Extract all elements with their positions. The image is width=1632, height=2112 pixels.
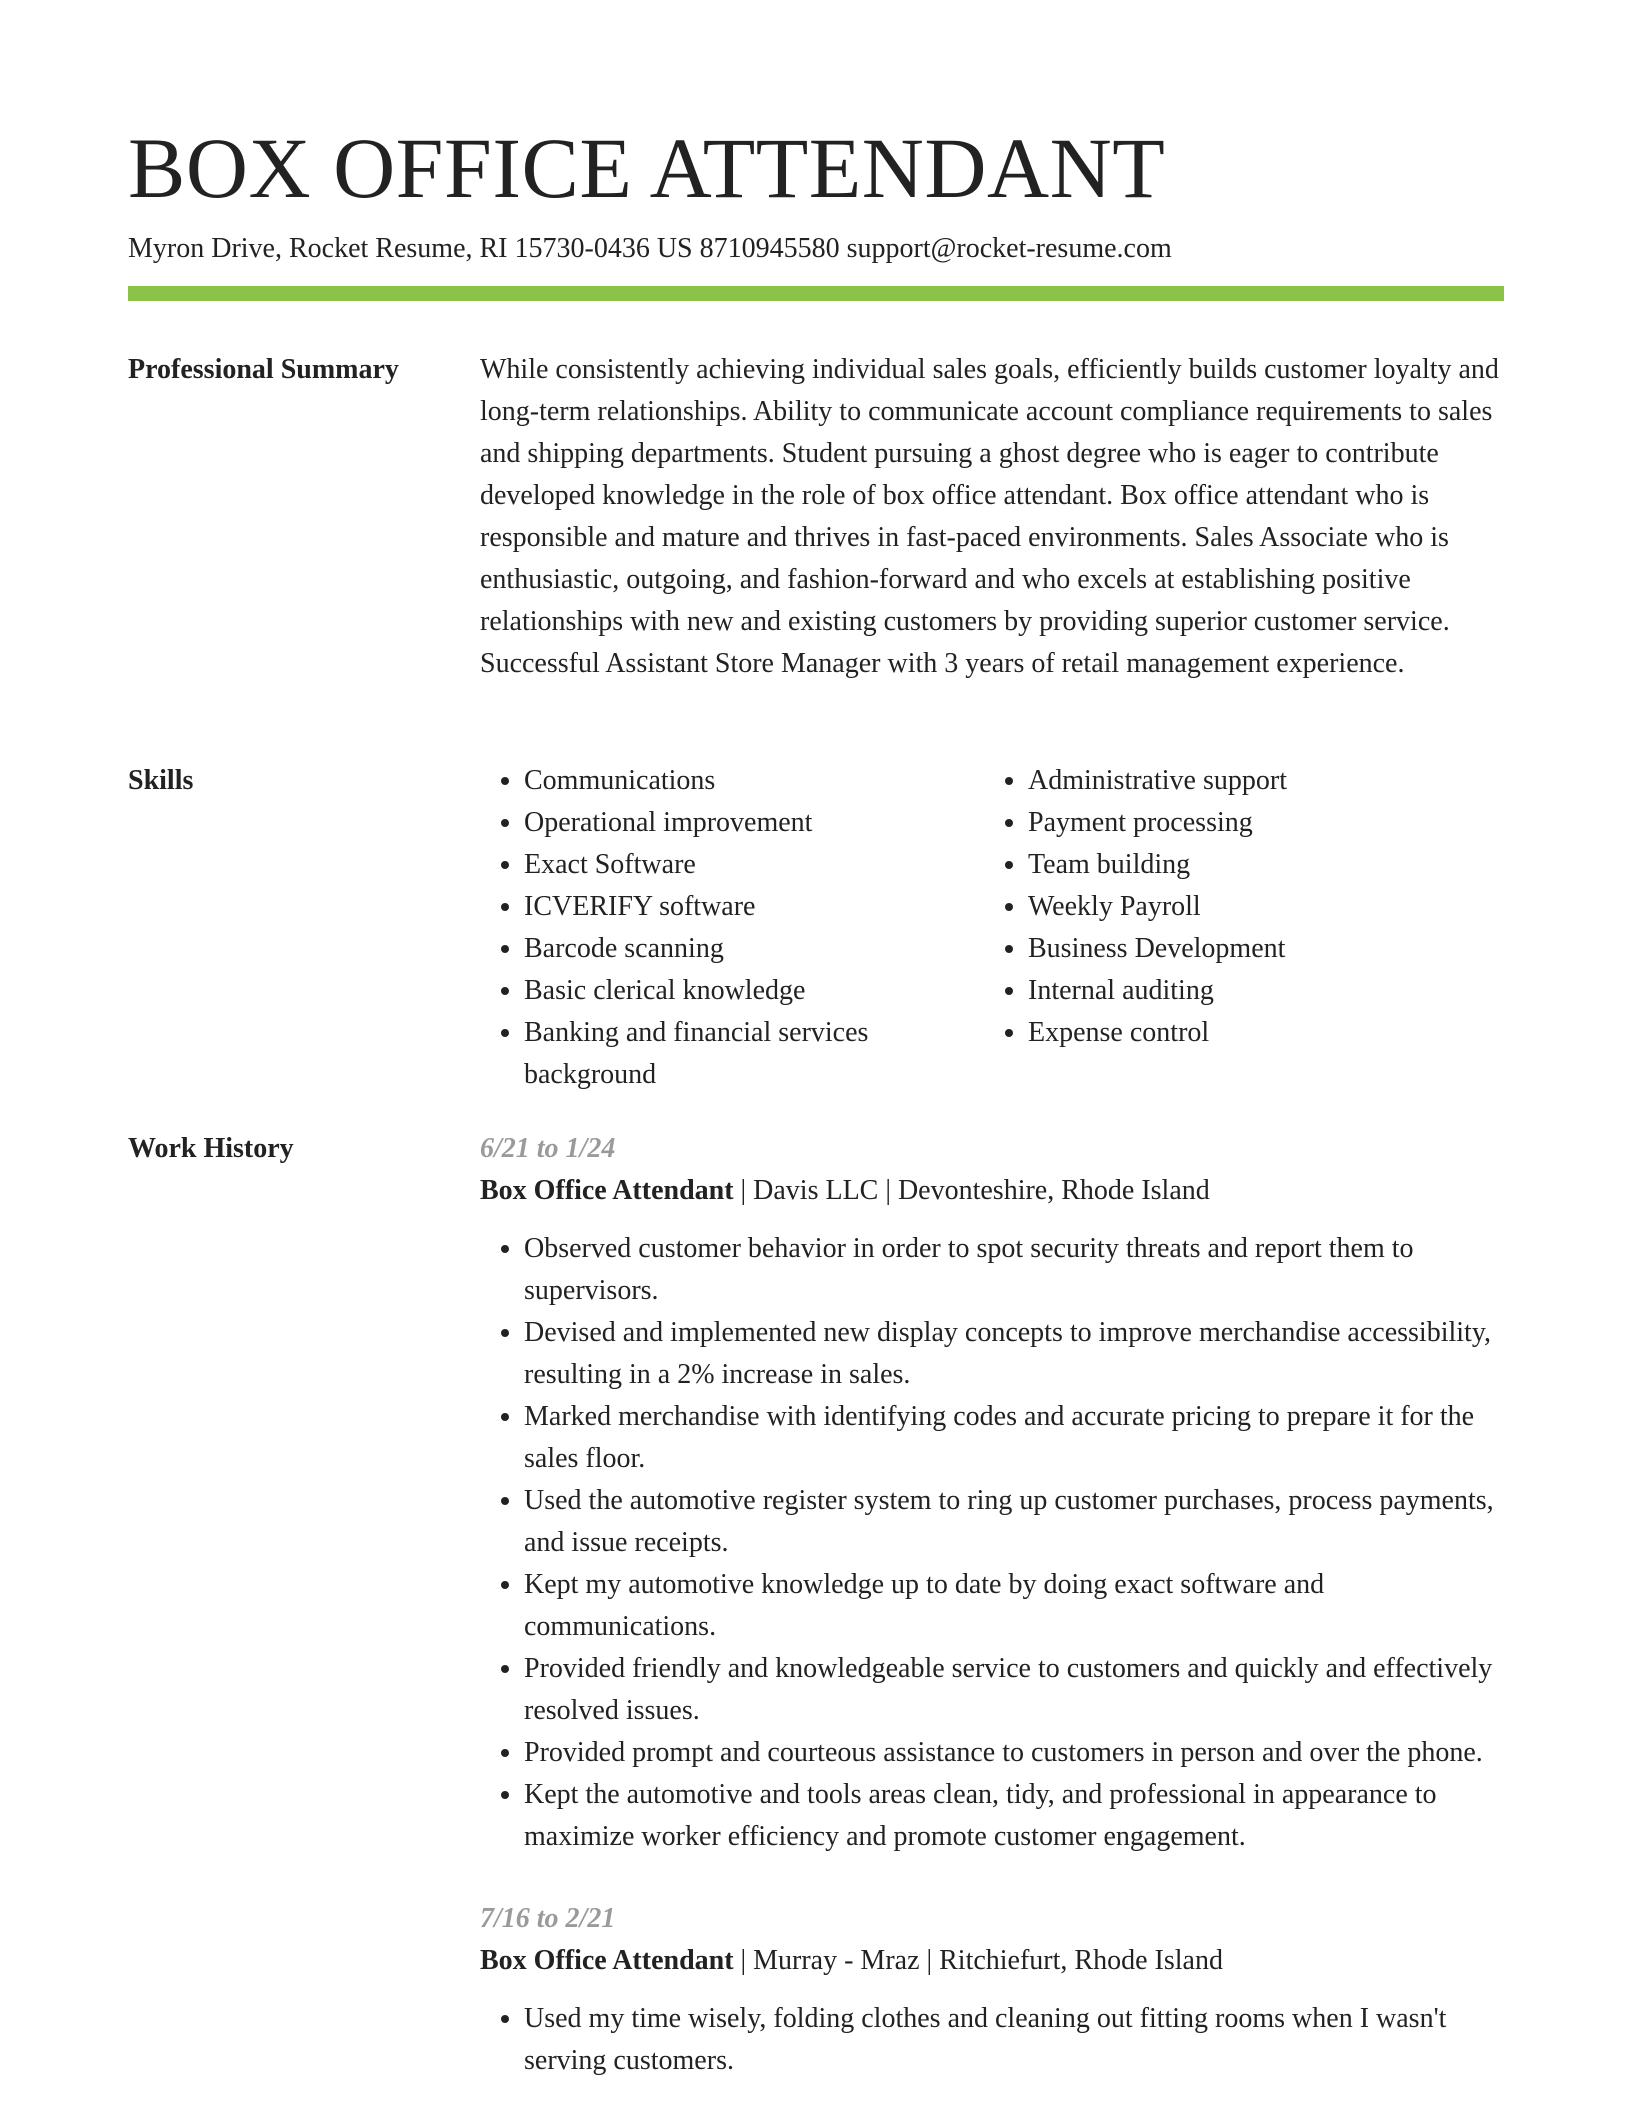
- job-details: | Murray - Mraz | Ritchiefurt, Rhode Island: [733, 1945, 1223, 1976]
- job-bullet: • Used the automotive register system to ring up customer purchases, process payments, and issue receipts.: [524, 1480, 1504, 1564]
- skill-item: • Operational improvement: [524, 802, 984, 844]
- skills-heading: Skills: [128, 765, 194, 796]
- job-bullet: • Kept my automotive knowledge up to date by doing exact software and communications.: [524, 1564, 1504, 1648]
- job-dates: 6/21 to 1/24: [480, 1133, 616, 1164]
- work-history-body: [480, 1128, 1504, 2082]
- skill-item: • Business Development: [1028, 928, 1488, 970]
- job-bullet: • Devised and implemented new display concepts to improve merchandise accessibility, resulting in a 2% increase in sales.: [524, 1312, 1504, 1396]
- job-bullet: • Used my time wisely, folding clothes and cleaning out fitting rooms when I wasn't serving customers.: [524, 1998, 1504, 2082]
- skills-list-left: [480, 760, 984, 1096]
- job-header: [480, 1940, 1504, 1982]
- summary-body: [480, 349, 1504, 685]
- skill-item: • Exact Software: [524, 844, 984, 886]
- skill-item: • Communications: [524, 760, 984, 802]
- job-details: | Davis LLC | Devonteshire, Rhode Island: [733, 1175, 1210, 1206]
- skill-item: • Barcode scanning: [524, 928, 984, 970]
- job-bullet: • Observed customer behavior in order to spot security threats and report them to supervisors.: [524, 1228, 1504, 1312]
- skill-item: • Administrative support: [1028, 760, 1488, 802]
- skill-item: • Team building: [1028, 844, 1488, 886]
- accent-divider: [128, 286, 1504, 301]
- job-bullet: • Marked merchandise with identifying codes and accurate pricing to prepare it for the sales floor.: [524, 1396, 1504, 1480]
- job-bullet: • Provided friendly and knowledgeable service to customers and quickly and effectively resolved issues.: [524, 1648, 1504, 1732]
- job-entry: [480, 1128, 1504, 1858]
- job-bullet: • Provided prompt and courteous assistance to customers in person and over the phone.: [524, 1732, 1504, 1774]
- contact-info: Myron Drive, Rocket Resume, RI 15730-0436 US 8710945580 support@rocket-resume.com: [128, 233, 1172, 264]
- job-bullets: [480, 1228, 1504, 1858]
- job-header: [480, 1170, 1504, 1212]
- resume-title: BOX OFFICE ATTENDANT: [128, 120, 1166, 216]
- skills-list-right: [984, 760, 1488, 1096]
- job-bullet: • Kept the automotive and tools areas clean, tidy, and professional in appearance to maximize worker efficiency and promote customer engagement.: [524, 1774, 1504, 1858]
- job-title: Box Office Attendant: [480, 1175, 734, 1206]
- summary-heading: Professional Summary: [128, 354, 399, 385]
- job-bullets: [480, 1998, 1504, 2082]
- job-title: Box Office Attendant: [480, 1945, 734, 1976]
- job-dates: 7/16 to 2/21: [480, 1903, 616, 1934]
- skill-item: • Payment processing: [1028, 802, 1488, 844]
- skills-grid: [480, 760, 1504, 1096]
- work-history-heading: Work History: [128, 1133, 294, 1164]
- summary-text: While consistently achieving individual sales goals, efficiently builds customer loyalty and long-term relationships. Ability to communicate account compliance requirements to sales and shipping departments. Student pursuing a ghost degree who is eager to contribute developed knowledge in the role of box office attendant. Box office attendant who is responsible and mature and thrives in fast-paced environments. Sales Associate who is enthusiastic, outgoing, and fashion-forward and who excels at establishing positive relationships with new and existing customers by providing superior customer service. Successful Assistant Store Manager with 3 years of retail management experience.: [480, 354, 1499, 679]
- skill-item: • Basic clerical knowledge: [524, 970, 984, 1012]
- job-entry: [480, 1898, 1504, 2082]
- skill-item: • ICVERIFY software: [524, 886, 984, 928]
- skill-item: • Banking and financial services background: [524, 1012, 984, 1096]
- skill-item: • Internal auditing: [1028, 970, 1488, 1012]
- skill-item: • Expense control: [1028, 1012, 1488, 1054]
- skill-item: • Weekly Payroll: [1028, 886, 1488, 928]
- skills-body: [480, 760, 1504, 1096]
